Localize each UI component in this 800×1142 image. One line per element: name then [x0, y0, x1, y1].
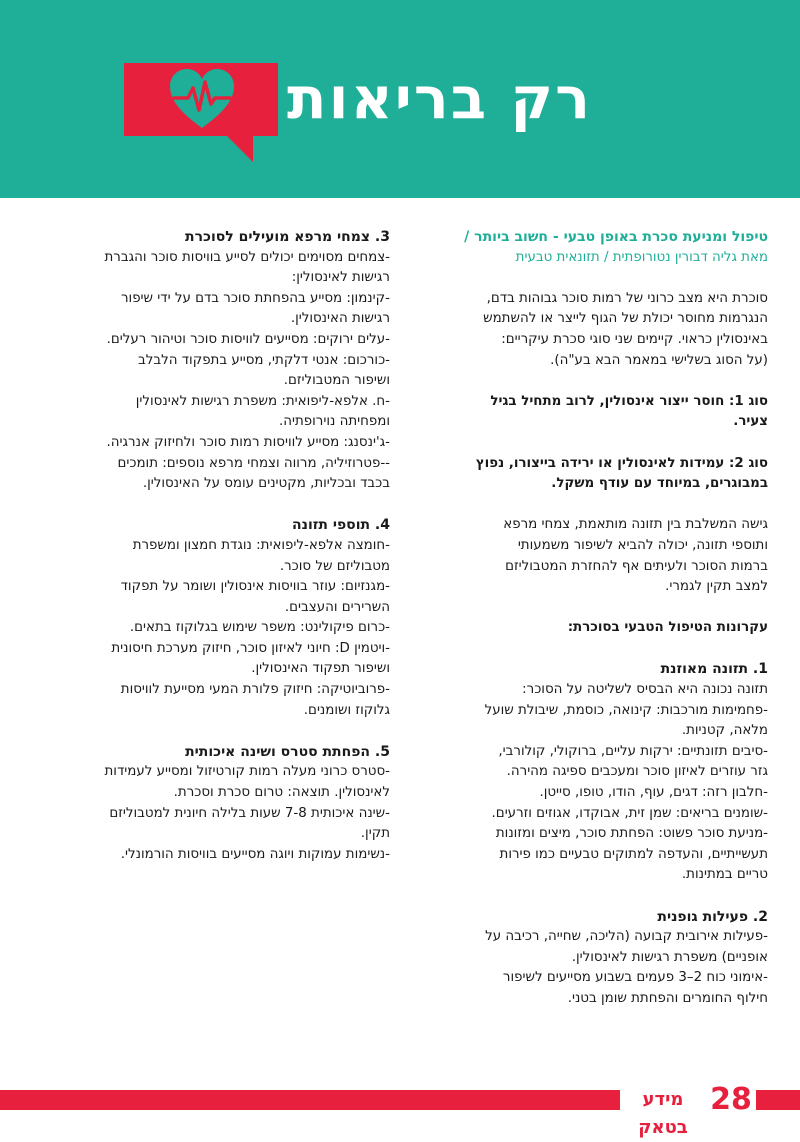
- text-line: ושיפור תפקוד האינסולין.: [251, 661, 390, 677]
- text-line: תזונה נכונה היא הבסיס לשליטה על הסוכר:: [522, 682, 768, 698]
- text-line: -חומצה אלפא-ליפואית: נוגדת חמצון ומשפרת: [132, 537, 390, 553]
- text-line: -כרום פיקולינט: משפר שימוש בגלוקוז בתאים.: [129, 620, 390, 636]
- text-line: רגישות לאינסולין:: [291, 270, 390, 286]
- text-line: -ח. אלפא-ליפואית: משפרת רגישות לאינסולין: [135, 393, 390, 409]
- type2-paragraph: [428, 454, 768, 495]
- text-line: ומפחיתה נוירופתיה.: [278, 414, 390, 430]
- text-line: אופניים) משפרת רגישות לאינסולין.: [571, 949, 768, 965]
- section-heading-nutrition: 1. תזונה מאוזנת: [660, 661, 768, 678]
- text-line: ושיפור המטבוליזם.: [283, 373, 390, 389]
- speech-bubble-tail: [225, 134, 253, 162]
- text-line: ברמות הסוכר ולעיתים אף להחזרת המטבוליזם: [505, 558, 768, 574]
- text-line: (על הסוג בשלישי במאמר הבא בע"ה).: [550, 352, 768, 368]
- text-line: תקין.: [360, 826, 390, 842]
- text-line: סוג 2: עמידות לאינסולין או ירידה בייצורו, נפוץ: [475, 455, 768, 471]
- text-line: הנגרמות מחוסר יכולת של הגוף לייצר או להשתמש: [483, 311, 768, 327]
- article-column-right: [428, 227, 768, 1010]
- text-line: -ג'ינסנג: מסייע לוויסות רמות סוכר ולחיזוק אנרגיה.: [106, 434, 390, 450]
- text-line: במבוגרים, במיוחד עם עודף משקל.: [551, 476, 768, 492]
- type1-paragraph: [428, 392, 768, 433]
- section-heading-activity: 2. פעילות גופנית: [657, 908, 768, 925]
- text-line: סוכרת היא מצב כרוני של רמות סוכר גבוהות בדם,: [486, 290, 768, 306]
- text-line: -סטרס כרוני מעלה רמות קורטיזול ומסייע לעמידות: [104, 764, 390, 780]
- article-column-left: [30, 227, 390, 865]
- text-line: --פטרוזיליה, מרווה וצמחי מרפא נוספים: תומכים: [117, 455, 390, 471]
- text-line: חילוף החומרים והפחתת שומן בטני.: [567, 990, 768, 1006]
- text-line: -עלים ירוקים: מסייעים לוויסות סוכר וטיהור רעלים.: [106, 331, 390, 347]
- intro-paragraph: [428, 289, 768, 371]
- text-line: בכבד ובכליות, מקטינים עומס על האינסולין.: [142, 476, 390, 492]
- section-heading-stress: 5. הפחתת סטרס ושינה איכותית: [185, 743, 390, 760]
- article-author: מאת גליה דבורין נטורופתית / תזונאית טבעית: [515, 249, 768, 265]
- text-line: מטבוליזם של סוכר.: [279, 558, 390, 574]
- section-body-nutrition: [428, 680, 768, 886]
- article-title: טיפול ומניעת סכרת באופן טבעי - חשוב ביותר /: [464, 229, 768, 245]
- text-line: צעיר.: [733, 414, 768, 430]
- section-body-herbs: [30, 248, 390, 495]
- section-heading-herbs: 3. צמחי מרפא מועילים לסוכרת: [185, 229, 390, 245]
- text-line: -פעילות אירובית קבועה (הליכה, שחייה, רכיבה על: [485, 929, 768, 945]
- text-line: -אימוני כוח 2–3 פעמים בשבוע מסייעים לשיפור: [502, 970, 768, 986]
- text-line: -מגנזיום: עוזר בוויסות אינסולין ושומר על תפקוד: [120, 579, 390, 595]
- page-number: 28: [706, 1082, 756, 1118]
- text-line: -שומנים בריאים: שמן זית, אבוקדו, אגוזים וזרעים.: [491, 805, 768, 821]
- text-line: -פרוביוטיקה: חיזוק פלורת המעי מסייעת לוויסות: [120, 682, 390, 698]
- text-line: -ויטמין D: חיוני לאיזון סוכר, חיזוק מערכת חיסונית: [111, 640, 390, 656]
- section-body-activity: [428, 927, 768, 1009]
- text-line: -צמחים מסוימים יכולים לסייע בוויסות סוכר והגברת: [104, 249, 390, 265]
- section-heading-supplements: 4. תוספי תזונה: [292, 517, 390, 534]
- text-line: סוג 1: חוסר ייצור אינסולין, לרוב מתחיל בגיל: [490, 393, 768, 409]
- text-line: רגישות האינסולין.: [290, 311, 390, 327]
- text-line: גישה המשלבת בין תזונה מותאמת, צמחי מרפא: [503, 517, 768, 533]
- heart-pulse-icon: [166, 66, 238, 132]
- text-line: -כורכום: אנטי דלקתי, מסייע בתפקוד הלבלב: [138, 352, 390, 368]
- header-banner: [0, 0, 800, 198]
- text-line: לאינסולין. תוצאה: טרום סכרת וסכרת.: [173, 785, 390, 801]
- text-line: -פחמימות מורכבות: קינואה, כוסמת, שיבולת שועל: [484, 702, 768, 718]
- text-line: גלוקוז ושומנים.: [303, 702, 390, 718]
- text-line: השרירים והעצבים.: [284, 599, 390, 615]
- text-line: תעשייתיים, והעדפה למתוקים טבעיים כמו פירות: [499, 846, 768, 862]
- text-line: -נשימות עמוקות ויוגה מסייעים בוויסות הורמונלי.: [120, 846, 390, 862]
- section-body-stress: [30, 762, 390, 865]
- text-line: טריים במתינות.: [681, 867, 768, 883]
- principles-title: עקרונות הטיפול הטבעי בסוכרת:: [567, 620, 768, 636]
- text-line: -קינמון: מסייע בהפחתת סוכר בדם על ידי שיפור: [120, 290, 390, 306]
- section-body-supplements: [30, 536, 390, 721]
- text-line: באינסולין כראוי. קיימים שני סוגי סכרת עיקריים:: [501, 331, 768, 347]
- text-line: ותוספי תזונה, יכולה להביא לשיפור משמעותי: [517, 537, 768, 553]
- text-line: -סיבים תזונתיים: ירקות עליים, ברוקולי, קולורבי,: [498, 743, 768, 759]
- text-line: למצב תקין לגמרי.: [665, 579, 768, 595]
- approach-paragraph: [428, 515, 768, 597]
- text-line: -חלבון רזה: דגים, עוף, הודו, טופו, סייטן.: [539, 785, 768, 801]
- text-line: גזר עוזרים לאיזון סוכר ומעכבים ספיגה מהירה.: [506, 764, 768, 780]
- text-line: -מניעת סוכר פשוט: הפחתת סוכר, מיצים ומזונות: [495, 826, 768, 842]
- text-line: -שינה איכותית 7-8 שעות בלילה חיונית למטבוליזם: [109, 805, 390, 821]
- text-line: מלאה, קטניות.: [681, 723, 768, 739]
- brand-logo: מידע בטאק: [620, 1086, 706, 1114]
- page-title: רק בריאות: [287, 64, 592, 132]
